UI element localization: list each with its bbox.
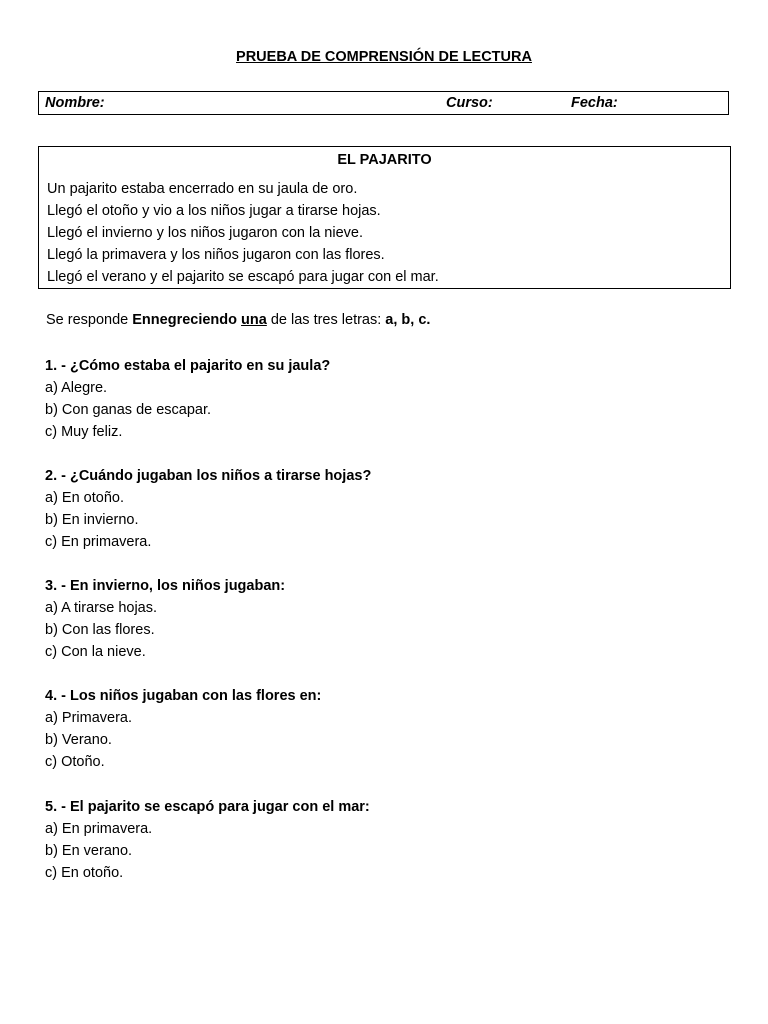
page-title: PRUEBA DE COMPRENSIÓN DE LECTURA	[236, 49, 532, 65]
student-info-box	[38, 91, 729, 115]
question-text: 3. - En invierno, los niños jugaban:	[45, 578, 286, 594]
answer-option[interactable]: c) Con la nieve.	[45, 644, 146, 660]
name-label: Nombre:	[45, 95, 105, 111]
question-text: 1. - ¿Cómo estaba el pajarito en su jaula?	[45, 358, 331, 374]
story-line: Llegó la primavera y los niños jugaron con las flores.	[47, 247, 385, 263]
story-box	[38, 146, 731, 289]
instructions-letters: a, b, c.	[385, 312, 431, 328]
question-1	[45, 355, 330, 443]
instructions	[46, 312, 430, 328]
question-4	[45, 685, 321, 773]
question-2	[45, 465, 371, 553]
instructions-underlined: una	[241, 312, 267, 328]
question-5	[45, 796, 370, 884]
course-label: Curso:	[446, 95, 493, 111]
question-text: 2. - ¿Cuándo jugaban los niños a tirarse hojas?	[45, 468, 372, 484]
answer-option[interactable]: a) Alegre.	[45, 380, 108, 396]
answer-option[interactable]: c) En otoño.	[45, 865, 124, 881]
answer-option[interactable]: b) En verano.	[45, 843, 133, 859]
question-text: 4. - Los niños jugaban con las flores en:	[45, 688, 322, 704]
answer-option[interactable]: a) En primavera.	[45, 821, 153, 837]
question-text: 5. - El pajarito se escapó para jugar con el mar:	[45, 799, 370, 815]
instructions-middle: de las tres letras:	[266, 312, 386, 328]
story-line: Llegó el invierno y los niños jugaron con la nieve.	[47, 225, 363, 241]
answer-option[interactable]: a) A tirarse hojas.	[45, 600, 158, 616]
story-title: EL PAJARITO	[337, 152, 432, 168]
answer-option[interactable]: a) Primavera.	[45, 710, 133, 726]
story-text	[47, 178, 439, 288]
answer-option[interactable]: b) Verano.	[45, 732, 112, 748]
question-3	[45, 575, 285, 663]
answer-option[interactable]: b) Con ganas de escapar.	[45, 402, 212, 418]
answer-option[interactable]: c) Muy feliz.	[45, 424, 123, 440]
date-label: Fecha:	[571, 95, 618, 111]
story-line: Llegó el otoño y vio a los niños jugar a tirarse hojas.	[47, 203, 381, 219]
answer-option[interactable]: a) En otoño.	[45, 490, 124, 506]
answer-option[interactable]: b) Con las flores.	[45, 622, 155, 638]
story-line: Llegó el verano y el pajarito se escapó para jugar con el mar.	[47, 269, 439, 285]
instructions-prefix: Se responde	[46, 312, 133, 328]
story-line: Un pajarito estaba encerrado en su jaula de oro.	[47, 181, 358, 197]
instructions-bold: Ennegreciendo	[132, 312, 238, 328]
answer-option[interactable]: b) En invierno.	[45, 512, 139, 528]
answer-option[interactable]: c) Otoño.	[45, 754, 105, 770]
answer-option[interactable]: c) En primavera.	[45, 534, 152, 550]
